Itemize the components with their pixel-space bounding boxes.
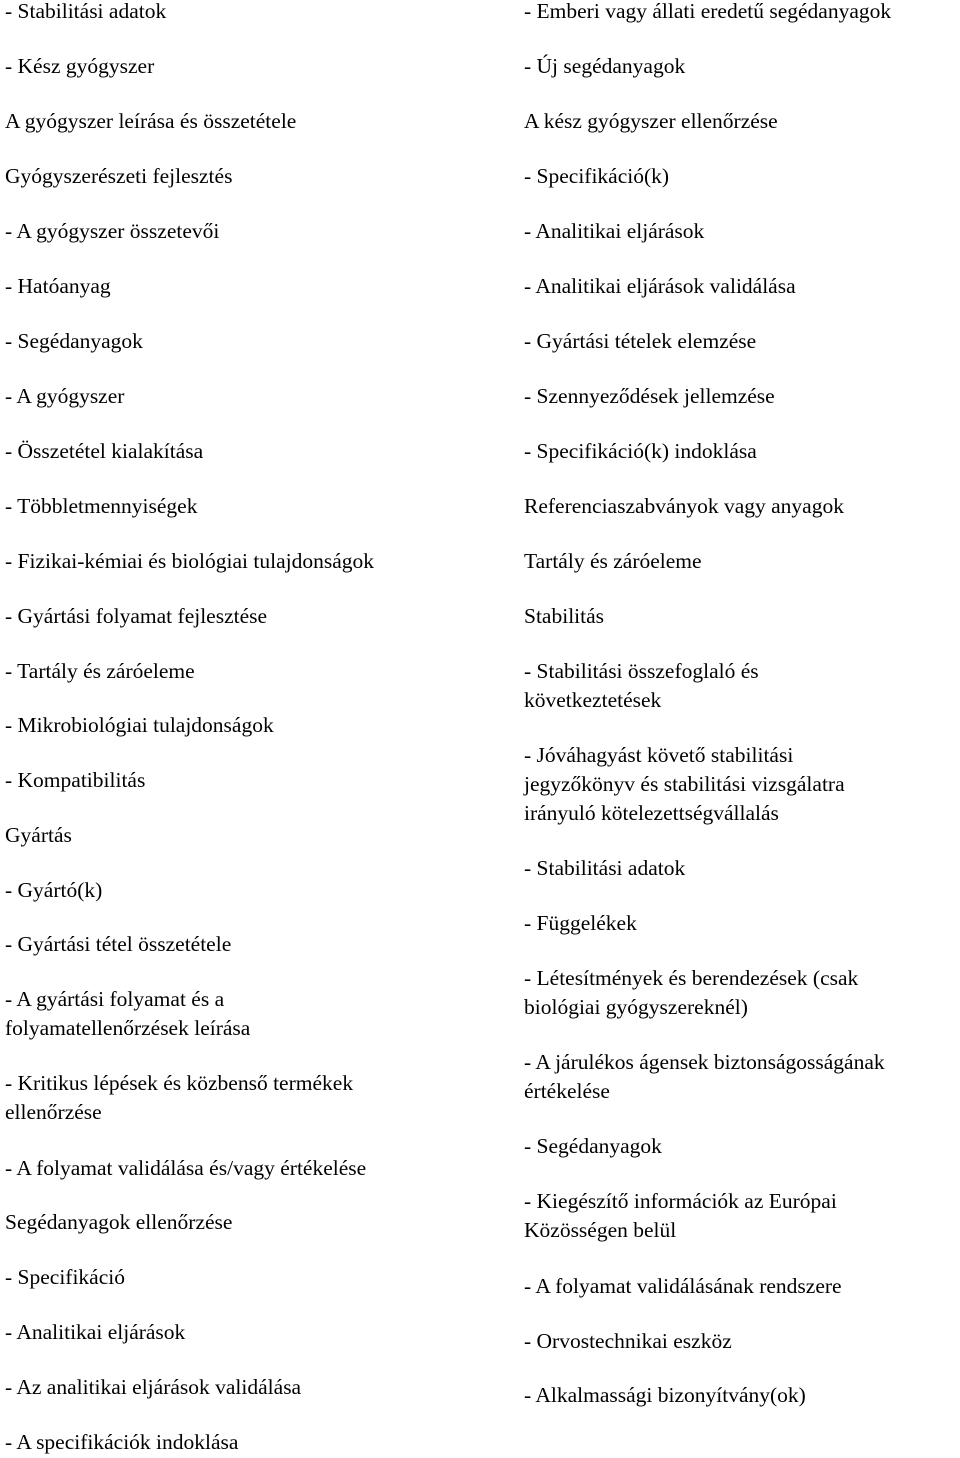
list-item: - Gyártási folyamat fejlesztése [5,604,268,628]
list-item: A gyógyszer leírása és összetétele [5,109,297,133]
list-item: - Stabilitási adatok [524,856,686,880]
list-item: - Létesítmények és berendezések (csak biológiai gyógyszereknél) [524,966,859,1019]
list-item: - Hatóanyag [5,274,111,298]
list-item: - Kompatibilitás [5,768,146,792]
list-item: - Fizikai-kémiai és biológiai tulajdonságok [5,549,375,573]
list-item: - Gyártó(k) [5,878,103,902]
list-item: - Stabilitási adatok [5,0,167,23]
section-heading: Tartály és záróeleme [524,549,702,573]
list-item: - Kész gyógyszer [5,54,155,78]
list-item: - Az analitikai eljárások validálása [5,1375,302,1399]
list-item: - Analitikai eljárások [524,219,705,243]
list-item: - A gyógyszer összetevői [5,219,220,243]
list-item: - Segédanyagok [5,329,143,353]
list-item: - Többletmennyiségek [5,494,198,518]
section-heading: Referenciaszabványok vagy anyagok [524,494,844,518]
list-item: - Specifikáció(k) [524,164,670,188]
list-item: - Emberi vagy állati eredetű segédanyagok [524,0,892,23]
list-item: - Gyártási tétel összetétele [5,932,232,956]
list-item: - A specifikációk indoklása [5,1430,239,1454]
section-heading: Segédanyagok ellenőrzése [5,1210,233,1234]
list-item: - Segédanyagok [524,1134,662,1158]
list-item: - Analitikai eljárások validálása [524,274,796,298]
list-item: Gyógyszerészeti fejlesztés [5,164,233,188]
list-item: - Szennyeződések jellemzése [524,384,775,408]
list-item: - Kritikus lépések és közbenső termékek ellenőrzése [5,1071,354,1124]
list-item: - Gyártási tételek elemzése [524,329,757,353]
list-item: - A folyamat validálásának rendszere [524,1274,842,1298]
list-item: - Alkalmassági bizonyítvány(ok) [524,1383,806,1407]
list-item: - A gyártási folyamat és a folyamatellenőrzések leírása [5,987,251,1040]
list-item: - A folyamat validálása és/vagy értékelése [5,1156,367,1180]
list-item: - Orvostechnikai eszköz [524,1329,732,1353]
section-heading: A kész gyógyszer ellenőrzése [524,109,778,133]
list-item: - Mikrobiológiai tulajdonságok [5,713,274,737]
section-heading: Stabilitás [524,604,605,628]
list-item: - Kiegészítő információk az Európai Közösségen belül [524,1189,837,1242]
list-item: - A járulékos ágensek biztonságosságának értékelése [524,1050,885,1103]
list-item: - Új segédanyagok [524,54,686,78]
list-item: - Függelékek [524,911,637,935]
list-item: - Tartály és záróeleme [5,659,195,683]
list-item: - Stabilitási összefoglaló és következtetések [524,659,759,712]
list-item: - Specifikáció [5,1265,125,1289]
list-item: - Analitikai eljárások [5,1320,186,1344]
list-item: - A gyógyszer [5,384,125,408]
list-item: - Összetétel kialakítása [5,439,204,463]
section-heading: Gyártás [5,823,72,847]
list-item: - Jóváhagyást követő stabilitási jegyzőkönyv és stabilitási vizsgálatra irányuló kötelezettségvállalás [524,743,845,825]
list-item: - Specifikáció(k) indoklása [524,439,757,463]
